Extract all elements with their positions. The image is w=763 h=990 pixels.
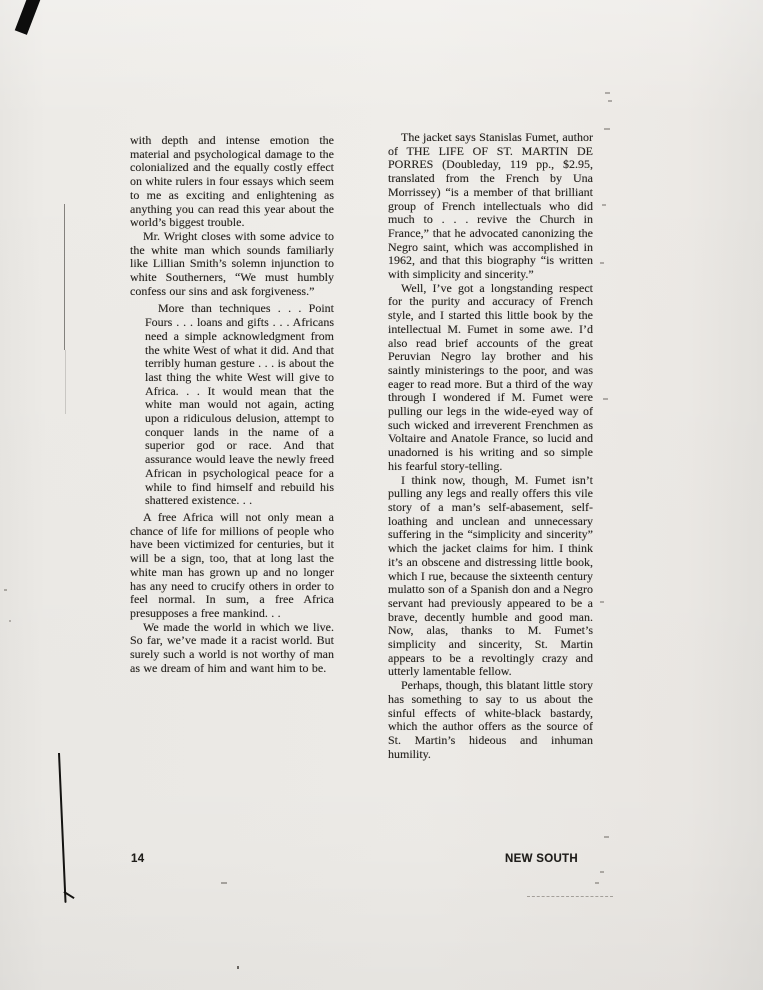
scan-artifact-tick [604,836,609,838]
scan-artifact-left-hairline [64,204,65,350]
scan-artifact-tick [603,398,608,400]
page-number: 14 [131,853,145,865]
paragraph: Perhaps, though, this blatant little story has something to say to us about the sinful effects of white-black bastardy, which the author offers as the source of St. Martin’s hideous and inhuman humility. [388,678,593,761]
scan-artifact-tick [604,128,610,130]
paragraph: with depth and intense emotion the material and psychological damage to the colonialized and the equally costly effect on white rulers in four essays which seem to me as exciting and enlightening as anything you can read this year about the world’s biggest trouble. [130,133,334,230]
journal-title: NEW SOUTH [505,853,578,865]
page-footer [131,853,578,865]
paragraph: I think now, though, M. Fumet isn’t pulling any legs and really offers this vile story of a man’s self-abasement, self-loathing and unclean and unnecessary suffering in the “simplicity and sincerity” which the jacket claims for him. I think it’s an obscene and distressing little book, which I rue, because the sixteenth century mulatto son of a Spanish don and a Negro servant had previously appeared to be a brave, decently humble and good man. Now, alas, thanks to M. Fumet’s simplicity and sincerity, St. Martin appears to be a revoltingly crazy and utterly lamentable fellow. [388,472,593,679]
scan-artifact-tick [605,92,610,94]
scan-artifact-left-hairline-faint [65,350,66,414]
paragraph: Mr. Wright closes with some advice to the white man which sounds familiarly like Lillian Smith’s solemn injunction to white Southerners, “We must humbly confess our sins and ask forgiveness.” [130,228,334,298]
scan-artifact-tick [600,262,604,264]
scan-artifact-speck [595,882,599,884]
right-column [388,131,593,761]
scan-artifact-tick [600,601,604,603]
paragraph: The jacket says Stanislas Fumet, author of THE LIFE OF ST. MARTIN DE PORRES (Doubleday, 119 pp., $2.95, translated from the French by Una Morrissey) “is a member of that brilliant group of French intellectuals who did much to . . . revive the Church in France,” that he advocated canonizing the Negro saint, which was accomplished in 1962, and that this biography “is written with simplicity and sincerity.” [388,130,593,282]
scan-artifact-speck [4,589,7,591]
quote-paragraph: More than techniques . . . Point Fours . . . loans and gifts . . . Africans need a simple acknowledgment from the white West of what it did. And that terribly human gesture . . . is about the last thing the white West will give to Africa. . . It would mean that the white man would not again, acting upon a ridiculous delusion, attempt to conquer lands in the name of a superior god or race. And that assurance would leave the newly freed African in psychological peace for a while to find himself and rebuild his shattered existence. . . [145,301,334,508]
scan-artifact-page-edge [58,753,67,903]
scan-artifact-dotted-line [527,896,613,897]
scan-artifact-corner-mark [15,0,43,35]
scan-artifact-tick [602,204,606,206]
scan-artifact-speck [221,882,227,884]
scan-artifact-tick [600,871,604,873]
scan-artifact-speck [9,620,11,622]
block-quote [145,302,334,508]
left-column [130,134,334,675]
paragraph: Well, I’ve got a longstanding respect for the purity and accuracy of French style, and I started this little book by the intellectual M. Fumet in some awe. I’d also read brief accounts of the great Peruvian Negro lay brother and his saintly ministerings to the poor, and was eager to read more. But a third of the way through I wondered if M. Fumet were pulling our legs in the wide-eyed way of such wicked and irreverent Frenchmen as Voltaire and Anatole France, so lucid and unadorned is his writing and so simple his fearful story-telling. [388,280,593,473]
scan-artifact-speck [237,966,239,969]
scan-artifact-tick [608,100,612,102]
paragraph: We made the world in which we live. So far, we’ve made it a racist world. But surely such a world is not worthy of man as we dream of him and want him to be. [130,619,334,675]
paragraph: A free Africa will not only mean a chance of life for millions of people who have been victimized for centuries, but it will be a sign, too, that at long last the white man has grown up and no longer has any need to crucify others in order to feel normal. In sum, a free Africa presupposes a free mankind. . . [130,509,334,620]
